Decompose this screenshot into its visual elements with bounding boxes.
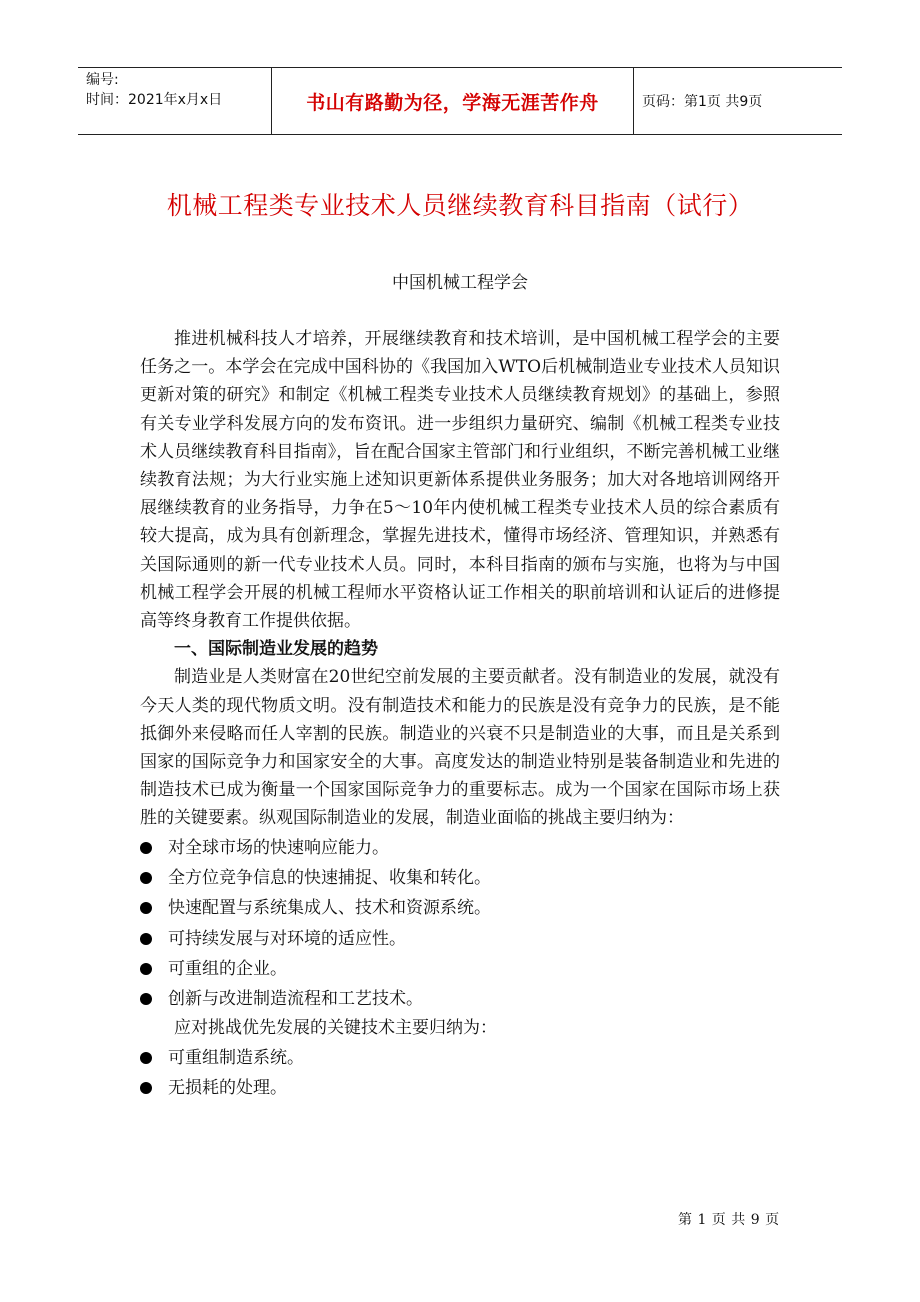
intro-paragraph: 推进机械科技人才培养，开展继续教育和技术培训，是中国机械工程学会的主要任务之一。本学会在完成中国科协的《我国加入WTO后机械制造业专业技术人员知识更新对策的研究》和制定《机械工程类专业技术人员继续教育规划》的基础上，参照有关专业学科发展方向的发布资讯。进一步组织力量研究、编制《机械工程类专业技术人员继续教育科目指南》，旨在配合国家主管部门和行业组织，不断完善机械工业继续教育法规；为大行业实施上述知识更新体系提供业务服务；加大对各地培训网络开展继续教育的业务指导，力争在5～10年内使机械工程类专业技术人员的综合素质有较大提高，成为具有创新理念，掌握先进技术，懂得市场经济、管理知识，并熟悉有关国际通则的新一代专业技术人员。同时，本科目指南的颁布与实施，也将为与中国机械工程学会开展的机械工程师水平资格认证工作相关的职前培训和认证后的进修提高等终身教育工作提供依据。 [140,329,780,632]
bullet-icon [140,993,152,1005]
challenges-list [140,833,780,1015]
document-header [78,67,842,135]
header-motto: 书山有路勤为径，学海无涯苦作舟 [272,68,634,134]
list-item: 可持续发展与对环境的适应性。 [140,924,780,954]
header-page-code: 页码：第1页 共9页 [642,94,763,110]
bullet-icon [140,842,152,854]
bullet-icon [140,963,152,975]
key-tech-list [140,1043,780,1104]
document-body [140,325,780,1103]
list-item: 对全球市场的快速响应能力。 [140,833,780,863]
bullet-icon [140,1082,152,1094]
bullet-icon [140,872,152,884]
page-footer: 第 1 页 共 9 页 [678,1212,780,1228]
list-item: 可重组的企业。 [140,954,780,984]
list-item: 创新与改进制造流程和工艺技术。 [140,984,780,1014]
list-item: 快速配置与系统集成人、技术和资源系统。 [140,893,780,923]
section-heading: 一、国际制造业发展的趋势 [174,639,378,660]
bullet-icon [140,902,152,914]
list-item: 可重组制造系统。 [140,1043,780,1073]
list-item: 全方位竞争信息的快速捕捉、收集和转化。 [140,863,780,893]
header-meta [78,68,272,134]
number-label: 编号: [86,72,119,88]
key-tech-intro: 应对挑战优先发展的关键技术主要归纳为： [174,1018,497,1039]
bullet-icon [140,933,152,945]
list-item: 无损耗的处理。 [140,1073,780,1103]
bullet-icon [140,1052,152,1064]
section-paragraph: 制造业是人类财富在20世纪空前发展的主要贡献者。没有制造业的发展，就没有今天人类的现代物质文明。没有制造技术和能力的民族是没有竞争力的民族，是不能抵御外来侵略而任人宰割的民族。制造业的兴衰不只是制造业的大事，而且是关系到国家的国际竞争力和国家安全的大事。高度发达的制造业特别是装备制造业和先进的制造技术已成为衡量一个国家国际竞争力的重要标志。成为一个国家在国际市场上获胜的关键要素。纵观国际制造业的发展，制造业面临的挑战主要归纳为： [140,667,780,829]
organization: 中国机械工程学会 [392,273,528,293]
document-title: 机械工程类专业技术人员继续教育科目指南（试行） [166,191,754,220]
time-label: 时间：2021年x月x日 [86,92,223,108]
